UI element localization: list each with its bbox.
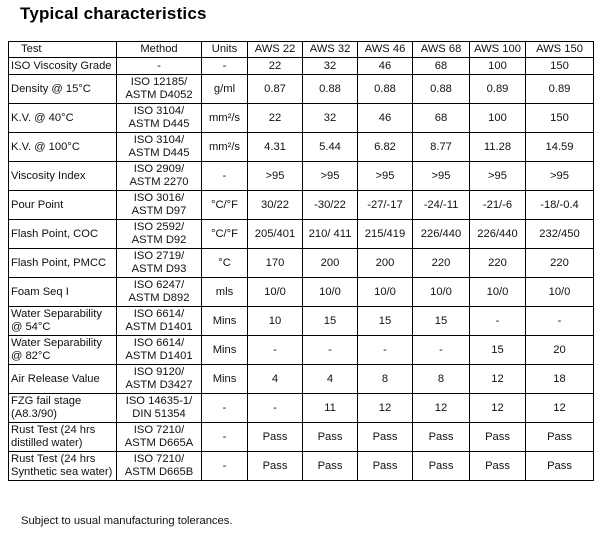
value-cell-aws-22: 170 — [248, 249, 303, 278]
table-header-row — [9, 42, 594, 58]
column-header-aws46: AWS 46 — [358, 42, 413, 58]
units-cell: mls — [202, 278, 248, 307]
value-cell-aws-100: 15 — [470, 336, 526, 365]
method-line: ASTM D4052 — [125, 89, 193, 101]
test-name-cell — [9, 133, 117, 162]
method-cell — [117, 133, 202, 162]
column-header-aws68: AWS 68 — [413, 42, 470, 58]
value-cell-aws-46: 0.88 — [358, 75, 413, 104]
units-cell: mm²/s — [202, 133, 248, 162]
test-name-line: Flash Point, PMCC — [11, 256, 107, 269]
units-cell: mm²/s — [202, 104, 248, 133]
value-cell-aws-22: 30/22 — [248, 191, 303, 220]
value-cell-aws-46: 15 — [358, 307, 413, 336]
units-cell: g/ml — [202, 75, 248, 104]
method-cell — [117, 365, 202, 394]
method-line: ISO 2909/ — [133, 163, 185, 175]
method-line: ISO 3016/ — [133, 192, 185, 204]
table-row-water-separability-54-c — [9, 307, 594, 336]
value-cell-aws-32: Pass — [303, 423, 358, 452]
method-line: ISO 7210/ — [133, 453, 185, 465]
value-cell-aws-100: 12 — [470, 365, 526, 394]
column-header-test: Test — [9, 42, 117, 58]
test-name-line: Rust Test (24 hrs — [11, 424, 96, 436]
table-row-k-v-40-c — [9, 104, 594, 133]
value-cell-aws-32: 5.44 — [303, 133, 358, 162]
value-cell-aws-32: 0.88 — [303, 75, 358, 104]
test-name-cell — [9, 58, 117, 75]
units-cell: °C/°F — [202, 191, 248, 220]
value-cell-aws-46: - — [358, 336, 413, 365]
test-name-line: Flash Point, COC — [11, 227, 99, 240]
value-cell-aws-100: 0.89 — [470, 75, 526, 104]
value-cell-aws-68: 68 — [413, 104, 470, 133]
table-row-iso-viscosity-grade — [9, 58, 594, 75]
test-name-line: Rust Test (24 hrs — [11, 453, 96, 465]
test-name-cell — [9, 423, 117, 452]
method-cell — [117, 191, 202, 220]
method-cell — [117, 452, 202, 481]
method-line: ASTM D445 — [128, 118, 190, 130]
method-line: ASTM D3427 — [125, 379, 193, 391]
value-cell-aws-100: 11.28 — [470, 133, 526, 162]
method-line: ASTM D665B — [124, 466, 194, 478]
table-row-flash-point-coc — [9, 220, 594, 249]
value-cell-aws-68: >95 — [413, 162, 470, 191]
column-header-method: Method — [117, 42, 202, 58]
value-cell-aws-68: Pass — [413, 423, 470, 452]
test-name-cell — [9, 220, 117, 249]
value-cell-aws-100: -21/-6 — [470, 191, 526, 220]
footnote: Subject to usual manufacturing tolerances. — [21, 515, 233, 527]
value-cell-aws-100: 12 — [470, 394, 526, 423]
test-name-line: Water Separability — [11, 337, 102, 349]
value-cell-aws-46: 8 — [358, 365, 413, 394]
table-row-density-15-c — [9, 75, 594, 104]
value-cell-aws-100: 226/440 — [470, 220, 526, 249]
value-cell-aws-68: 10/0 — [413, 278, 470, 307]
column-header-units: Units — [202, 42, 248, 58]
units-cell: Mins — [202, 365, 248, 394]
test-name-cell — [9, 394, 117, 423]
value-cell-aws-100: Pass — [470, 452, 526, 481]
value-cell-aws-68: Pass — [413, 452, 470, 481]
value-cell-aws-150: - — [526, 307, 594, 336]
value-cell-aws-32: 11 — [303, 394, 358, 423]
value-cell-aws-32: 200 — [303, 249, 358, 278]
value-cell-aws-32: >95 — [303, 162, 358, 191]
test-name-cell — [9, 336, 117, 365]
value-cell-aws-22: Pass — [248, 423, 303, 452]
method-cell — [117, 162, 202, 191]
test-name-cell — [9, 249, 117, 278]
method-line: ASTM D93 — [131, 263, 187, 275]
method-cell — [117, 394, 202, 423]
value-cell-aws-68: 226/440 — [413, 220, 470, 249]
value-cell-aws-32: 32 — [303, 104, 358, 133]
method-line: ISO 2592/ — [133, 221, 185, 233]
value-cell-aws-32: -30/22 — [303, 191, 358, 220]
value-cell-aws-22: 22 — [248, 104, 303, 133]
value-cell-aws-46: >95 — [358, 162, 413, 191]
value-cell-aws-22: - — [248, 336, 303, 365]
test-name-line: Pour Point — [11, 198, 64, 211]
method-cell — [117, 307, 202, 336]
value-cell-aws-32: 10/0 — [303, 278, 358, 307]
table-row-foam-seq-i — [9, 278, 594, 307]
units-cell: - — [202, 423, 248, 452]
value-cell-aws-150: Pass — [526, 423, 594, 452]
table-row-air-release-value — [9, 365, 594, 394]
value-cell-aws-46: 10/0 — [358, 278, 413, 307]
table-row-rust-test-24-hrs-synthetic-sea-water — [9, 452, 594, 481]
method-line: ISO 14635-1/ — [125, 395, 193, 407]
value-cell-aws-46: Pass — [358, 452, 413, 481]
method-line: - — [157, 59, 161, 72]
test-name-cell — [9, 75, 117, 104]
method-cell — [117, 58, 202, 75]
units-cell: Mins — [202, 336, 248, 365]
value-cell-aws-46: 46 — [358, 104, 413, 133]
value-cell-aws-22: 4 — [248, 365, 303, 394]
value-cell-aws-68: 8.77 — [413, 133, 470, 162]
value-cell-aws-68: 8 — [413, 365, 470, 394]
value-cell-aws-46: 46 — [358, 58, 413, 75]
method-line: ISO 6614/ — [133, 337, 185, 349]
value-cell-aws-150: 232/450 — [526, 220, 594, 249]
column-header-aws22: AWS 22 — [248, 42, 303, 58]
method-cell — [117, 336, 202, 365]
method-line: ASTM D92 — [131, 234, 187, 246]
method-line: ASTM D1401 — [125, 350, 193, 362]
test-name-cell — [9, 452, 117, 481]
test-name-cell — [9, 191, 117, 220]
method-line: ASTM D445 — [128, 147, 190, 159]
test-name-cell — [9, 307, 117, 336]
value-cell-aws-22: 205/401 — [248, 220, 303, 249]
value-cell-aws-100: >95 — [470, 162, 526, 191]
value-cell-aws-46: 200 — [358, 249, 413, 278]
value-cell-aws-100: 220 — [470, 249, 526, 278]
units-cell: °C — [202, 249, 248, 278]
value-cell-aws-22: Pass — [248, 452, 303, 481]
value-cell-aws-46: 6.82 — [358, 133, 413, 162]
test-name-line: distilled water) — [11, 437, 83, 449]
column-header-aws150: AWS 150 — [526, 42, 594, 58]
method-line: ASTM D665A — [124, 437, 194, 449]
table-row-pour-point — [9, 191, 594, 220]
value-cell-aws-150: 150 — [526, 58, 594, 75]
method-cell — [117, 220, 202, 249]
test-name-line: Air Release Value — [11, 372, 100, 385]
test-name-line: Density @ 15°C — [11, 82, 91, 95]
value-cell-aws-32: - — [303, 336, 358, 365]
value-cell-aws-68: 220 — [413, 249, 470, 278]
table-row-fzg-fail-stage-a8-3-90 — [9, 394, 594, 423]
test-name-line: (A8.3/90) — [11, 408, 58, 420]
method-line: ISO 7210/ — [133, 424, 185, 436]
value-cell-aws-68: 0.88 — [413, 75, 470, 104]
value-cell-aws-46: -27/-17 — [358, 191, 413, 220]
method-line: ISO 6614/ — [133, 308, 185, 320]
value-cell-aws-22: 10 — [248, 307, 303, 336]
value-cell-aws-150: 20 — [526, 336, 594, 365]
units-cell: Mins — [202, 307, 248, 336]
value-cell-aws-46: Pass — [358, 423, 413, 452]
value-cell-aws-22: 10/0 — [248, 278, 303, 307]
value-cell-aws-150: 150 — [526, 104, 594, 133]
method-cell — [117, 249, 202, 278]
table-body — [9, 58, 594, 481]
value-cell-aws-22: >95 — [248, 162, 303, 191]
column-header-aws32: AWS 32 — [303, 42, 358, 58]
value-cell-aws-150: 12 — [526, 394, 594, 423]
value-cell-aws-32: 4 — [303, 365, 358, 394]
value-cell-aws-46: 12 — [358, 394, 413, 423]
column-header-aws100: AWS 100 — [470, 42, 526, 58]
test-name-line: @ 82°C — [11, 350, 51, 362]
characteristics-table — [8, 41, 594, 481]
value-cell-aws-68: 68 — [413, 58, 470, 75]
value-cell-aws-150: -18/-0.4 — [526, 191, 594, 220]
method-cell — [117, 75, 202, 104]
value-cell-aws-68: -24/-11 — [413, 191, 470, 220]
value-cell-aws-22: 22 — [248, 58, 303, 75]
value-cell-aws-100: - — [470, 307, 526, 336]
test-name-line: Synthetic sea water) — [11, 466, 113, 478]
test-name-cell — [9, 278, 117, 307]
test-name-line: Foam Seq I — [11, 285, 69, 298]
method-line: ASTM D97 — [131, 205, 187, 217]
method-line: ASTM D1401 — [125, 321, 193, 333]
value-cell-aws-22: - — [248, 394, 303, 423]
method-line: ASTM D892 — [128, 292, 190, 304]
test-name-line: FZG fail stage — [11, 395, 82, 407]
value-cell-aws-32: 32 — [303, 58, 358, 75]
method-cell — [117, 278, 202, 307]
value-cell-aws-100: 100 — [470, 104, 526, 133]
table-row-viscosity-index — [9, 162, 594, 191]
method-line: ISO 3104/ — [133, 105, 185, 117]
units-cell: - — [202, 452, 248, 481]
value-cell-aws-22: 4.31 — [248, 133, 303, 162]
table-row-rust-test-24-hrs-distilled-water — [9, 423, 594, 452]
value-cell-aws-150: 0.89 — [526, 75, 594, 104]
method-line: DIN 51354 — [132, 408, 186, 420]
value-cell-aws-150: 220 — [526, 249, 594, 278]
value-cell-aws-150: 14.59 — [526, 133, 594, 162]
test-name-line: ISO Viscosity Grade — [11, 59, 112, 72]
table-row-water-separability-82-c — [9, 336, 594, 365]
method-line: ASTM 2270 — [129, 176, 189, 188]
test-name-cell — [9, 365, 117, 394]
value-cell-aws-150: 10/0 — [526, 278, 594, 307]
value-cell-aws-32: 210/ 411 — [303, 220, 358, 249]
test-name-line: Water Separability — [11, 308, 102, 320]
units-cell: °C/°F — [202, 220, 248, 249]
value-cell-aws-68: 15 — [413, 307, 470, 336]
method-line: ISO 3104/ — [133, 134, 185, 146]
value-cell-aws-100: Pass — [470, 423, 526, 452]
value-cell-aws-68: - — [413, 336, 470, 365]
value-cell-aws-32: Pass — [303, 452, 358, 481]
method-line: ISO 9120/ — [133, 366, 185, 378]
value-cell-aws-150: 18 — [526, 365, 594, 394]
method-line: ISO 2719/ — [133, 250, 185, 262]
test-name-line: Viscosity Index — [11, 169, 86, 182]
method-cell — [117, 423, 202, 452]
test-name-line: K.V. @ 100°C — [11, 140, 80, 153]
value-cell-aws-32: 15 — [303, 307, 358, 336]
test-name-cell — [9, 162, 117, 191]
method-line: ISO 12185/ — [130, 76, 188, 88]
value-cell-aws-46: 215/419 — [358, 220, 413, 249]
table-row-k-v-100-c — [9, 133, 594, 162]
units-cell: - — [202, 162, 248, 191]
units-cell: - — [202, 394, 248, 423]
test-name-line: @ 54°C — [11, 321, 51, 333]
units-cell: - — [202, 58, 248, 75]
test-name-line: K.V. @ 40°C — [11, 111, 74, 124]
method-cell — [117, 104, 202, 133]
value-cell-aws-100: 10/0 — [470, 278, 526, 307]
value-cell-aws-68: 12 — [413, 394, 470, 423]
value-cell-aws-150: Pass — [526, 452, 594, 481]
method-line: ISO 6247/ — [133, 279, 185, 291]
test-name-cell — [9, 104, 117, 133]
page-title: Typical characteristics — [20, 4, 207, 23]
table-row-flash-point-pmcc — [9, 249, 594, 278]
value-cell-aws-22: 0.87 — [248, 75, 303, 104]
value-cell-aws-100: 100 — [470, 58, 526, 75]
value-cell-aws-150: >95 — [526, 162, 594, 191]
